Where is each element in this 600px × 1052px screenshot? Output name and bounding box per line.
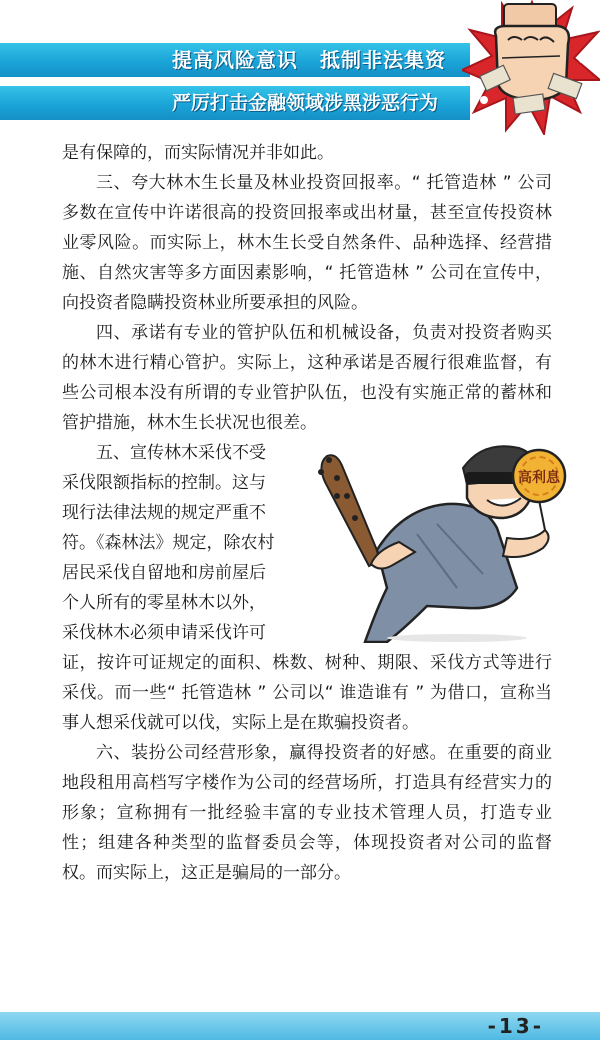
paragraph-5-line: 采伐林木必须申请采伐许可 bbox=[62, 623, 266, 643]
paragraph-5-continued: 证，按许可证规定的面积、株数、树种、期限、采伐方式等进行采伐。而一些“ 托管造林 ” 公司以“ 谁造谁有 ” 为借口，宣称当事人想采伐就可以伐，实际上是在欺骗投资者。 bbox=[62, 653, 552, 733]
paragraph-6: 六、装扮公司经营形象，赢得投资者的好感。在重要的商业地段租用高档写字楼作为公司的经营场所，打造具有经营实力的形象；宣称拥有一批经验丰富的专业技术管理人员，打造专业性；组建各种类型的监督委员会等，体现投资者对公司的监督权。而实际上，这正是骗局的一部分。 bbox=[62, 743, 552, 883]
header-banner-line2: 严厉打击金融领域涉黑涉恶行为 bbox=[0, 86, 470, 120]
paragraph-5-wrapped bbox=[62, 438, 560, 648]
paragraph-5-line: 个人所有的零星林木以外， bbox=[62, 593, 266, 613]
lollipop-label: 高利息 bbox=[518, 470, 560, 486]
paragraph-5-line: 现行法律法规的规定严重不 bbox=[62, 503, 266, 523]
paragraph-5-line: 五、宣传林木采伐不受 bbox=[96, 443, 266, 463]
banner-slogan-right: 抵制非法集资 bbox=[320, 48, 446, 72]
footer-bar bbox=[0, 1012, 600, 1040]
club-icon bbox=[318, 455, 381, 566]
paragraph-5-line: 采伐限额指标的控制。这与 bbox=[62, 473, 266, 493]
thief-with-club-and-lollipop-icon bbox=[307, 438, 577, 643]
page-header bbox=[0, 0, 600, 135]
paragraph-3: 三、夸大林木生长量及林业投资回报率。“ 托管造林 ” 公司多数在宣传中许诺很高的投资回报率或出材量，甚至宣传投资林业零风险。而实际上，林木生长受自然条件、品种选择、经营措施、自然灾害等多方面因素影响，“ 托管造林 ” 公司在宣传中，向投资者隐瞒投资林业所要承担的风险。 bbox=[62, 173, 552, 313]
fist-crushing-money-icon bbox=[462, 0, 600, 135]
paragraph-5-line: 居民采伐自留地和房前屋后 bbox=[62, 563, 266, 583]
paragraph-5-line: 符。《森林法》规定，除农村 bbox=[62, 533, 275, 553]
paragraph-4: 四、承诺有专业的管护队伍和机械设备，负责对投资者购买的林木进行精心管护。实际上，这种承诺是否履行很难监督，有些公司根本没有所谓的专业管护队伍，也没有实施正常的蓄林和管护措施，林木生长状况也很差。 bbox=[62, 323, 552, 433]
page-body bbox=[62, 138, 560, 888]
header-banner-line1 bbox=[0, 43, 470, 77]
page-number: -13- bbox=[487, 1014, 544, 1038]
banner-slogan-left: 提高风险意识 bbox=[172, 48, 298, 72]
paragraph-continuation: 是有保障的，而实际情况并非如此。 bbox=[62, 143, 334, 163]
